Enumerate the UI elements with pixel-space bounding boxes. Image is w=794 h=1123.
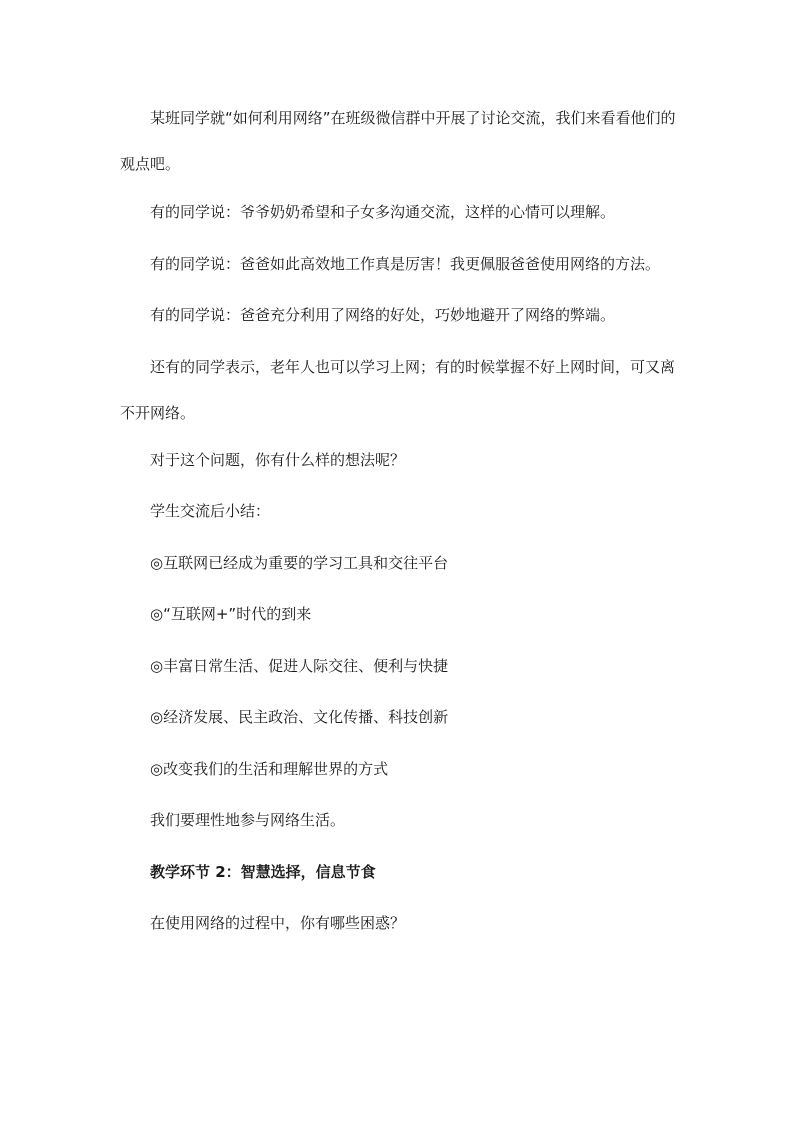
paragraph-conclusion: 我们要理性地参与网络生活。 — [150, 811, 346, 829]
section-heading: 教学环节 2：智慧选择，信息节食 — [150, 863, 376, 881]
paragraph-opinion-4: 还有的同学表示，老年人也可以学习上网；有的时候掌握不好上网时间，可又离不开网络。 — [120, 358, 676, 422]
paragraph-summary-heading: 学生交流后小结： — [150, 502, 271, 520]
paragraph-confusion-question: 在使用网络的过程中，你有哪些困惑？ — [150, 914, 406, 932]
paragraph-intro: 某班同学就“如何利用网络”在班级微信群中开展了讨论交流，我们来看看他们的观点吧。 — [120, 109, 676, 173]
paragraph-opinion-3: 有的同学说：爸爸充分利用了网络的好处，巧妙地避开了网络的弊端。 — [150, 306, 616, 324]
paragraph-question: 对于这个问题，你有什么样的想法呢？ — [150, 451, 406, 469]
bullet-item-2: ◎“互联网+”时代的到来 — [150, 605, 312, 623]
bullet-item-3: ◎丰富日常生活、促进人际交往、便利与快捷 — [150, 657, 449, 675]
paragraph-opinion-1: 有的同学说：爷爷奶奶希望和子女多沟通交流，这样的心情可以理解。 — [150, 203, 616, 221]
bullet-item-4: ◎经济发展、民主政治、文化传播、科技创新 — [150, 708, 449, 726]
bullet-item-5: ◎改变我们的生活和理解世界的方式 — [150, 760, 389, 778]
paragraph-opinion-2: 有的同学说：爸爸如此高效地工作真是厉害！我更佩服爸爸使用网络的方法。 — [150, 255, 661, 273]
bullet-item-1: ◎互联网已经成为重要的学习工具和交往平台 — [150, 554, 449, 572]
